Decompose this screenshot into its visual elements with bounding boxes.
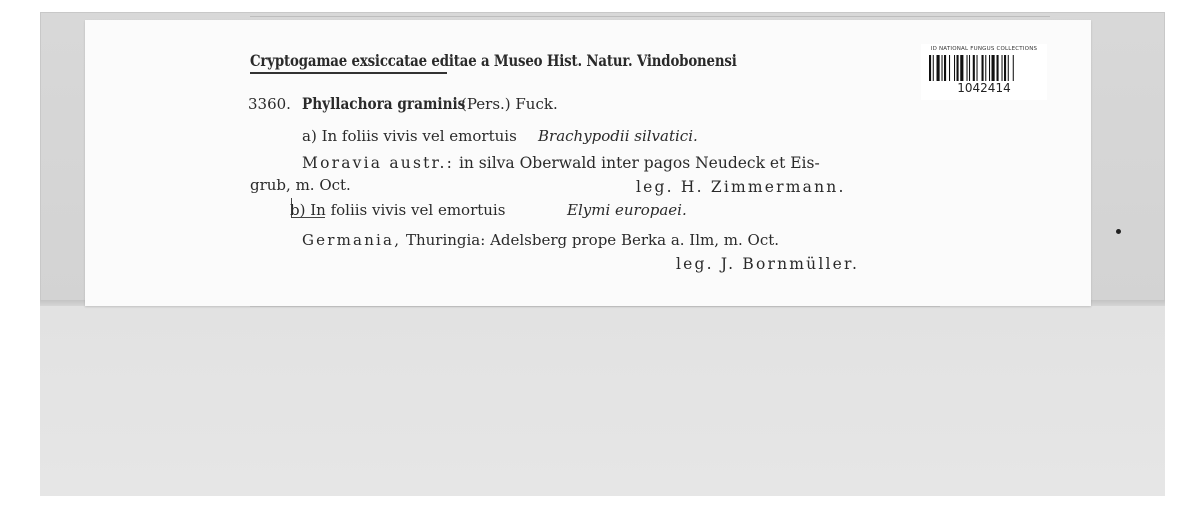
species-authority: (Pers.) Fuck. [461,95,558,113]
variant-a-host: Brachypodii silvatici. [538,127,698,145]
variant-b-prefix: b) In foliis vivis vel emortuis [290,201,506,219]
entry-number: 3360. [248,95,291,113]
variant-b-locality-rest: Thuringia: Adelsberg prope Berka a. Ilm, m. Oct. [405,231,780,249]
variant-b-collector: leg. J. Bornmüller. [676,255,860,273]
variant-a-locality-line1: in silva Oberwald inter pagos Neudeck et Eis- [458,154,820,172]
variant-a-prefix: a) In foliis vivis vel emortuis [302,127,517,145]
barcode-caption: ID NATIONAL FUNGUS COLLECTIONS [930,46,1038,52]
variant-a-locality-line2: grub, m. Oct. [250,176,351,194]
species-name: Phyllachora graminis [302,94,466,113]
variant-b-locality [302,230,779,250]
label-top-edge [250,16,1050,17]
variant-a-region: Moravia austr.: [302,154,454,172]
label-header: Cryptogamae exsiccatae editae a Museo Hist. Natur. Vindobonensi [250,51,737,70]
variant-b-region: Germania, [302,231,402,249]
barcode-bars [929,55,1039,81]
barcode-label [921,44,1047,100]
packet-lower-flap [40,306,1165,496]
variant-b-host: Elymi europaei. [567,201,687,219]
variant-a-locality [302,153,820,173]
label-bottom-edge [250,306,940,307]
variant-a-collector: leg. H. Zimmermann. [636,178,846,196]
header-underline [250,72,447,74]
barcode-number: 1042414 [957,81,1011,95]
pin-mark [1116,229,1121,234]
